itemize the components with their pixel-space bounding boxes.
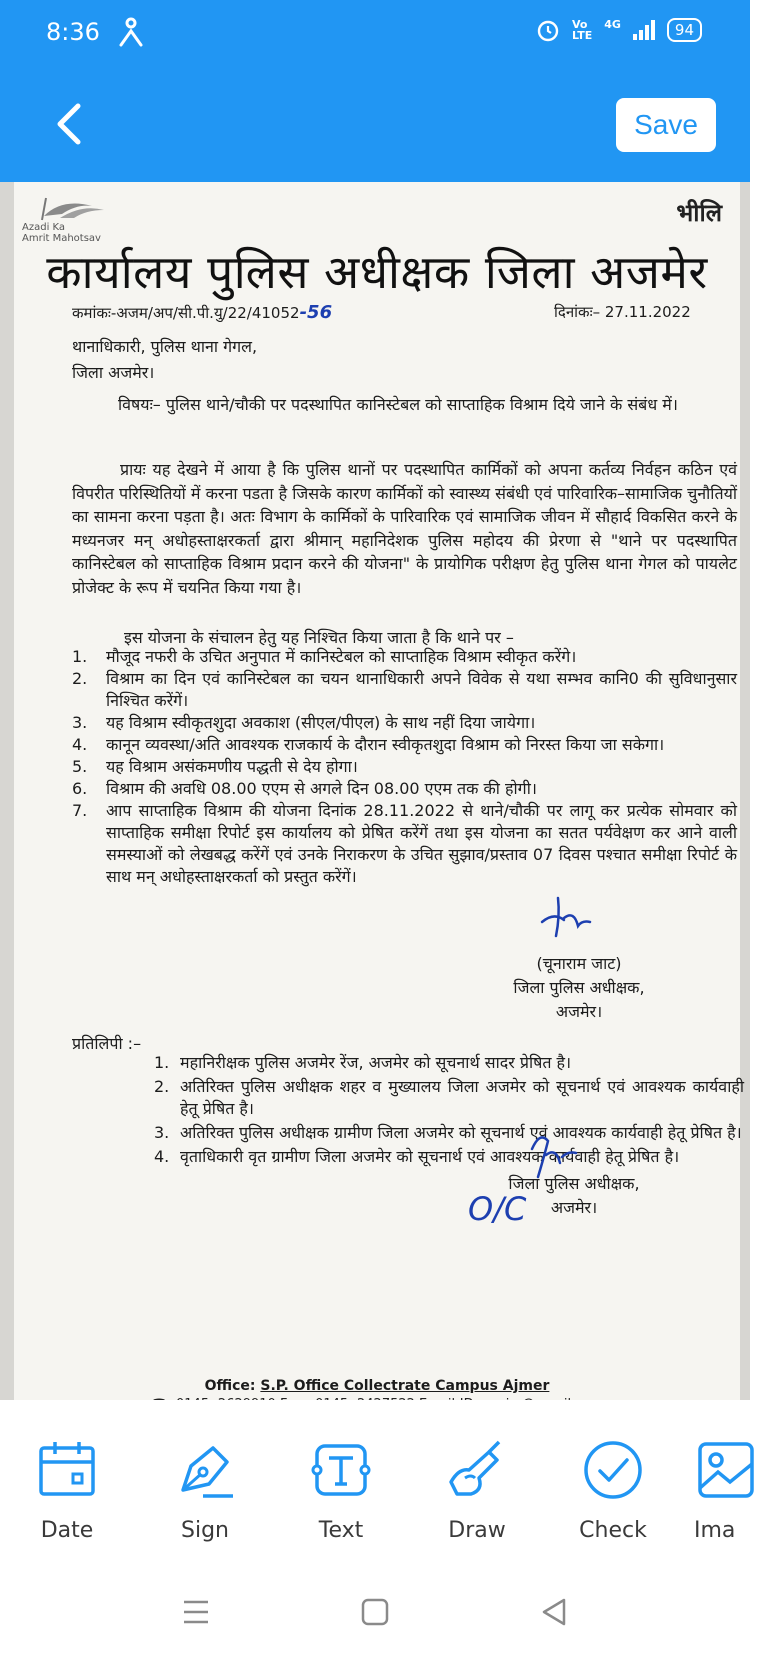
- status-time: 8:36: [46, 18, 100, 46]
- draw-tool-button[interactable]: [422, 1438, 532, 1543]
- list-item-text: यह विश्राम स्वीकृतशुदा अवकाश (सीएल/पीएल) के साथ नहीं दिया जायेगा।: [106, 713, 536, 732]
- list-item-number: 4.: [72, 735, 88, 754]
- list-item-text: अतिरिक्त पुलिस अधीक्षक ग्रामीण जिला अजमेर को सूचनार्थ एवं आवश्यक कार्यवाही हेतू प्रेषित है।: [180, 1123, 742, 1142]
- list-item-number: 5.: [72, 757, 88, 776]
- office-prefix: Office:: [204, 1378, 261, 1394]
- check-tool-button[interactable]: [558, 1438, 668, 1543]
- list-item-number: 2.: [72, 669, 88, 688]
- volte-label: Vo LTE: [572, 18, 593, 42]
- alarm-icon: [536, 18, 560, 42]
- signatory-block: [484, 952, 674, 1024]
- copy-heading: प्रतिलिपी :–: [72, 1034, 142, 1053]
- signal-icon: [633, 20, 655, 40]
- list-item-text: वृताधिकारी वृत ग्रामीण जिला अजमेर को सूचनार्थ एवं आवश्यक कार्यवाही हेतू प्रेषित है।: [180, 1147, 680, 1166]
- app-header: [0, 0, 750, 182]
- list-item-text: विश्राम का दिन एवं कानिस्टेबल का चयन थानाधिकारी अपने विवेक से यथा सम्भव कानि0 की सुविधानुसार निश्चित करेंगें।: [106, 669, 737, 710]
- signature-mark: [534, 892, 594, 940]
- body-paragraph: प्रायः यह देखने में आया है कि पुलिस थानों पर पदस्थापित कार्मिकों को अपना कर्तव्य निर्वहन कठिन एवं विपरीत परिस्थितियों में करना पडता है जिसके कारण कार्मिकों को स्वास्थ्य संबंधी एवं पारिवारिक–सामाजिक चुनौतियों का सामना करना पड़ता है। अतः विभाग के कार्मिकों के पारिवारिक एवं सामाजिक जीवन में सौहार्द विकसित करने के मध्यनजर मन् अधोहस्ताक्षरकर्ता द्वारा श्रीमान् महानिदेशक पुलिस महोदय की प्रेरणा से "थाने पर पदस्थापित कानिस्टेबल को साप्ताहिक विश्राम प्रदान करने की योजना" के प्रायोगिक परीक्षण हेतु पुलिस थाना गेगल को पायलेट प्रोजेक्ट के रूप में चयनित किया गया है।: [72, 460, 737, 597]
- list-item: [154, 1052, 744, 1074]
- list-item: [72, 668, 737, 712]
- list-item-number: 6.: [72, 779, 88, 798]
- list-item-number: 7.: [72, 801, 88, 820]
- list-item-text: महानिरीक्षक पुलिस अजमेर रेंज, अजमेर को सूचनार्थ सादर प्रेषित है।: [180, 1053, 572, 1072]
- signatory-name: (चूनाराम जाट): [536, 954, 622, 973]
- battery-indicator: 94: [667, 18, 702, 42]
- chevron-left-icon: [48, 100, 88, 148]
- letter-date: दिनांकः– 27.11.2022: [554, 303, 691, 321]
- subject-line: विषयः– पुलिस थाने/चौकी पर पदस्थापित कानिस्टेबल को साप्ताहिक विश्राम दिये जाने के संबंध में।: [118, 395, 678, 414]
- list-item: [154, 1122, 744, 1144]
- list-item: [72, 800, 737, 888]
- back-button[interactable]: [48, 100, 88, 148]
- sign-tool-label: Sign: [181, 1518, 229, 1543]
- page-title: कार्यालय पुलिस अधीक्षक जिला अजमेर: [46, 245, 708, 299]
- text-box-icon: [309, 1438, 373, 1502]
- list-item-number: 2.: [154, 1077, 170, 1096]
- hand-draw-icon: [445, 1438, 509, 1502]
- list-item: [72, 778, 737, 800]
- save-button[interactable]: Save: [616, 98, 716, 152]
- ref-number-text: कमांकः-अजम/अप/सी.पी.यु/22/41052: [72, 304, 300, 322]
- addressee-line: जिला अजमेर।: [72, 363, 155, 382]
- date-tool-button[interactable]: [12, 1438, 122, 1543]
- menu-icon: [178, 1594, 214, 1630]
- list-item-text: यह विश्राम असंकमणीय पद्धती से देय होगा।: [106, 757, 358, 776]
- text-tool-label: Text: [318, 1518, 364, 1543]
- list-item-number: 1.: [72, 647, 88, 666]
- signatory-title: जिला पुलिस अधीक्षक,: [508, 1174, 640, 1193]
- status-indicators: [536, 18, 702, 42]
- list-item-text: अतिरिक्त पुलिस अधीक्षक शहर व मुख्यालय जिला अजमेर को सूचनार्थ एवं आवश्यक कार्यवाही हेतू प्रेषित है।: [180, 1077, 744, 1118]
- addressee-line: थानाधिकारी, पुलिस थाना गेगल,: [72, 337, 258, 356]
- signatory-place: अजमेर।: [555, 1002, 603, 1021]
- check-circle-icon: [581, 1438, 645, 1502]
- list-item-text: आप साप्ताहिक विश्राम की योजना दिनांक 28.11.2022 से थाने/चौकी पर लागू कर प्रत्येक सोमवार को साप्ताहिक समीक्षा रिपोर्ट इस कार्यालय को प्रेषित करेंगें तथा इस योजना का सतत पर्यवेक्षण कर आने वाली समस्याओं को लेखबद्ध करेंगें एवं उनके निराकरण के उचित सुझाव/प्रस्ताव 07 दिवस पश्चात समीक्षा रिपोर्ट के साथ मन् अधोहस्ताक्षरकर्ता को प्रस्तुत करेंगें।: [106, 801, 737, 886]
- instruction-list: [72, 646, 737, 888]
- edit-toolbar: [0, 1400, 750, 1560]
- logo-text: Azadi Ka Amrit Mahotsav: [22, 222, 101, 244]
- text-tool-button[interactable]: [286, 1438, 396, 1543]
- home-icon: [357, 1594, 393, 1630]
- list-item-number: 1.: [154, 1053, 170, 1072]
- calendar-icon: [35, 1438, 99, 1502]
- document-page: [14, 182, 744, 1412]
- back-icon: [536, 1594, 572, 1630]
- image-icon: [694, 1438, 758, 1502]
- oc-handwritten-mark: O/C: [468, 1190, 527, 1228]
- list-item-number: 4.: [154, 1147, 170, 1166]
- list-item: [154, 1076, 744, 1120]
- logo-flag-icon: [22, 192, 142, 226]
- draw-tool-label: Draw: [448, 1518, 506, 1543]
- list-item-number: 3.: [154, 1123, 170, 1142]
- system-back-button[interactable]: [536, 1594, 572, 1630]
- sign-tool-button[interactable]: [150, 1438, 260, 1543]
- image-tool-label: Ima: [694, 1518, 736, 1543]
- list-item: [72, 734, 737, 756]
- list-item: [72, 756, 737, 778]
- list-item: [72, 646, 737, 668]
- pen-nib-icon: [173, 1438, 237, 1502]
- addressee: [72, 334, 257, 386]
- list-item: [72, 712, 737, 734]
- date-tool-label: Date: [40, 1518, 94, 1543]
- list-item-text: कानून व्यवस्था/अति आवश्यक राजकार्य के दौरान स्वीकृतशुदा विश्राम को निरस्त किया जा सकेगा।: [106, 735, 665, 754]
- signatory-title: जिला पुलिस अधीक्षक,: [513, 978, 645, 997]
- list-item: [154, 1146, 744, 1168]
- check-tool-label: Check: [579, 1518, 647, 1543]
- ref-handwritten-suffix: -56: [299, 302, 333, 323]
- reference-number: [72, 302, 332, 323]
- list-item-text: विश्राम की अवधि 08.00 एएम से अगले दिन 08.00 एएम तक की होगी।: [106, 779, 537, 798]
- intro-line: इस योजना के संचालन हेतु यह निश्चित किया जाता है कि थाने पर –: [124, 628, 514, 647]
- list-item-number: 3.: [72, 713, 88, 732]
- image-tool-button[interactable]: [694, 1438, 750, 1543]
- person-activity-icon: [118, 17, 144, 49]
- system-nav-bar: [0, 1560, 750, 1667]
- office-address: S.P. Office Collectrate Campus Ajmer: [260, 1378, 550, 1394]
- list-item-text: मौजूद नफरी के उचित अनुपात में कानिस्टेबल को साप्ताहिक विश्राम स्वीकृत करेंगे।: [106, 647, 577, 666]
- chinh-emblem: भीलि: [676, 199, 722, 227]
- copy-list: [154, 1052, 744, 1170]
- network-type-label: 4G: [604, 17, 621, 31]
- document-canvas[interactable]: [0, 182, 750, 1400]
- home-button[interactable]: [357, 1594, 393, 1630]
- recent-apps-button[interactable]: [178, 1594, 214, 1630]
- signatory-place: अजमेर।: [550, 1198, 598, 1217]
- office-footer: [14, 1378, 740, 1394]
